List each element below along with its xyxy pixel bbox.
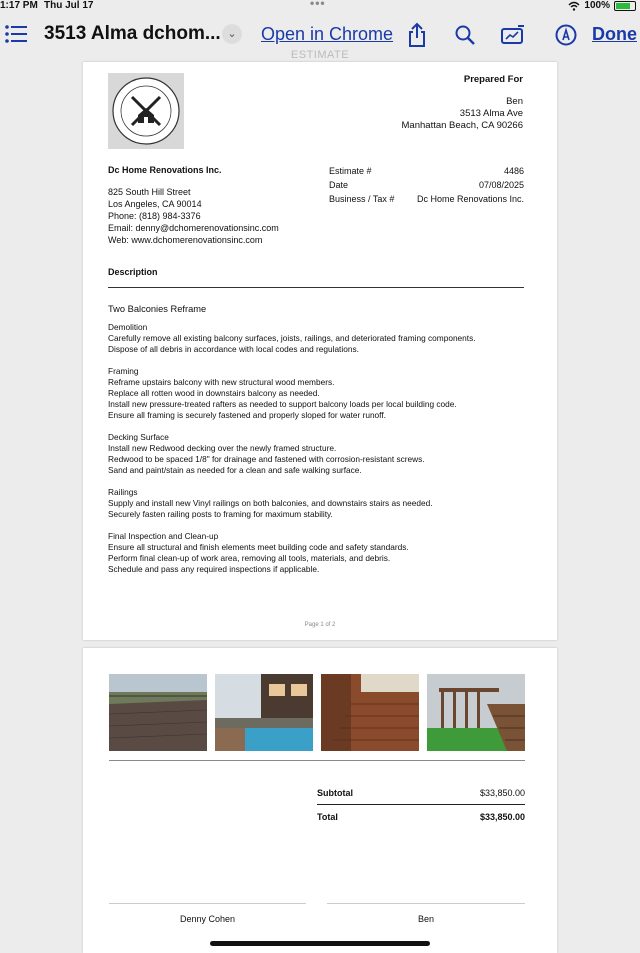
nav-bar: [0, 18, 640, 52]
subtotal-amount: $33,850.00: [479, 788, 525, 798]
section-line: Schedule and pass any required inspections if applicable.: [108, 564, 320, 574]
photo-redwood-deck: [321, 674, 419, 751]
description-heading: Description: [108, 267, 158, 277]
client-city: Manhattan Beach, CA 90266: [401, 120, 523, 131]
company-street: 825 South Hill Street: [108, 187, 191, 197]
prepared-for-block: [402, 74, 523, 132]
battery-percent: 100%: [584, 0, 610, 11]
markup-icon[interactable]: [500, 22, 526, 48]
photo-house-pool: [215, 674, 313, 751]
section-line: Perform final clean-up of work area, removing all tools, materials, and debris.: [108, 553, 391, 563]
status-date: Thu Jul 17: [44, 0, 94, 11]
section-title: Final Inspection and Clean-up: [108, 531, 219, 541]
section-line: Install new pressure-treated rafters as needed to support balcony loads per local building code.: [108, 399, 457, 409]
section-line: Install new Redwood decking over the newly framed structure.: [108, 443, 337, 453]
done-button[interactable]: Done: [592, 24, 637, 44]
document-title: 3513 Alma dchom...: [44, 23, 221, 44]
estimate-number: 4486: [503, 166, 524, 176]
section-line: Securely fasten railing posts to framing for maximum stability.: [108, 509, 333, 519]
section-title: Demolition: [108, 322, 148, 332]
totals-block: [317, 788, 525, 822]
description-section: [108, 487, 528, 520]
subtotal-label: Subtotal: [317, 788, 353, 798]
total-label: Total: [317, 812, 338, 822]
section-line: Dispose of all debris in accordance with local codes and regulations.: [108, 344, 359, 354]
client-name: Ben: [506, 96, 523, 107]
section-line: Reframe upstairs balcony with new structural wood members.: [108, 377, 335, 387]
description-body: [108, 304, 528, 586]
section-title: Framing: [108, 366, 139, 376]
search-icon[interactable]: [452, 22, 478, 48]
signature-line-left: [109, 903, 306, 904]
company-block: [108, 164, 279, 246]
document-page-2[interactable]: [83, 648, 557, 953]
section-title: Decking Surface: [108, 432, 169, 442]
photo-strip: [109, 674, 525, 751]
company-phone: Phone: (818) 984-3376: [108, 211, 201, 221]
signature-name-right: Ben: [417, 914, 434, 924]
company-name: Dc Home Renovations Inc.: [108, 165, 222, 175]
share-icon[interactable]: [404, 22, 430, 48]
description-section: [108, 366, 528, 421]
description-section: [108, 322, 528, 355]
estimate-date: 07/08/2025: [478, 180, 524, 190]
section-line: Ensure all framing is securely fastened and properly sloped for water runoff.: [108, 410, 386, 420]
signature-line-right: [327, 903, 525, 904]
section-line: Carefully remove all existing balcony surfaces, joists, railings, and deteriorated framing components.: [108, 333, 476, 343]
open-in-chrome-button[interactable]: Open in Chrome: [261, 24, 394, 44]
photo-balcony-deck: [109, 674, 207, 751]
status-time: 1:17 PM: [0, 0, 38, 11]
description-divider: [108, 287, 524, 288]
section-line: Redwood to be spaced 1/8" for drainage and fastened with corrosion-resistant screws.: [108, 454, 425, 464]
company-web: Web: www.dchomerenovationsinc.com: [108, 235, 263, 245]
total-amount: $33,850.00: [479, 812, 525, 822]
company-logo: [108, 73, 184, 149]
list-menu-icon[interactable]: [4, 23, 28, 45]
estimate-date-label: Date: [329, 180, 349, 190]
estimate-watermark: ESTIMATE: [290, 49, 350, 61]
tax-value: Dc Home Renovations Inc.: [416, 194, 524, 204]
tax-label: Business / Tax #: [329, 194, 395, 204]
estimate-number-label: Estimate #: [329, 166, 372, 176]
document-page-1[interactable]: [83, 62, 557, 640]
section-line: Replace all rotten wood in downstairs balcony as needed.: [108, 388, 320, 398]
status-bar: [0, 0, 640, 14]
estimate-meta: [329, 164, 524, 206]
company-city: Los Angeles, CA 90014: [108, 199, 202, 209]
multitask-dots[interactable]: •••: [310, 0, 326, 10]
wifi-icon: [568, 1, 580, 11]
description-section: [108, 432, 528, 476]
company-email: Email: denny@dchomerenovationsinc.com: [108, 223, 279, 233]
chevron-down-icon[interactable]: ⌄: [222, 24, 242, 44]
client-street: 3513 Alma Ave: [459, 108, 523, 119]
section-line: Ensure all structural and finish elements meet building code and safety standards.: [108, 542, 409, 552]
signature-name-left: Denny Cohen: [179, 914, 236, 924]
item-title: Two Balconies Reframe: [108, 304, 207, 314]
annotate-pen-icon[interactable]: [553, 22, 579, 48]
section-title: Railings: [108, 487, 138, 497]
photo-divider: [109, 760, 525, 761]
section-line: Sand and paint/stain as needed for a clean and safe walking surface.: [108, 465, 362, 475]
page-number: Page 1 of 2: [304, 622, 336, 628]
section-line: Supply and install new Vinyl railings on both balconies, and downstairs stairs as needed.: [108, 498, 433, 508]
photo-deck-stairs: [427, 674, 525, 751]
home-indicator[interactable]: [210, 941, 430, 946]
prepared-for-label: Prepared For: [463, 74, 523, 85]
description-section: [108, 531, 528, 575]
battery-icon: [614, 1, 636, 11]
